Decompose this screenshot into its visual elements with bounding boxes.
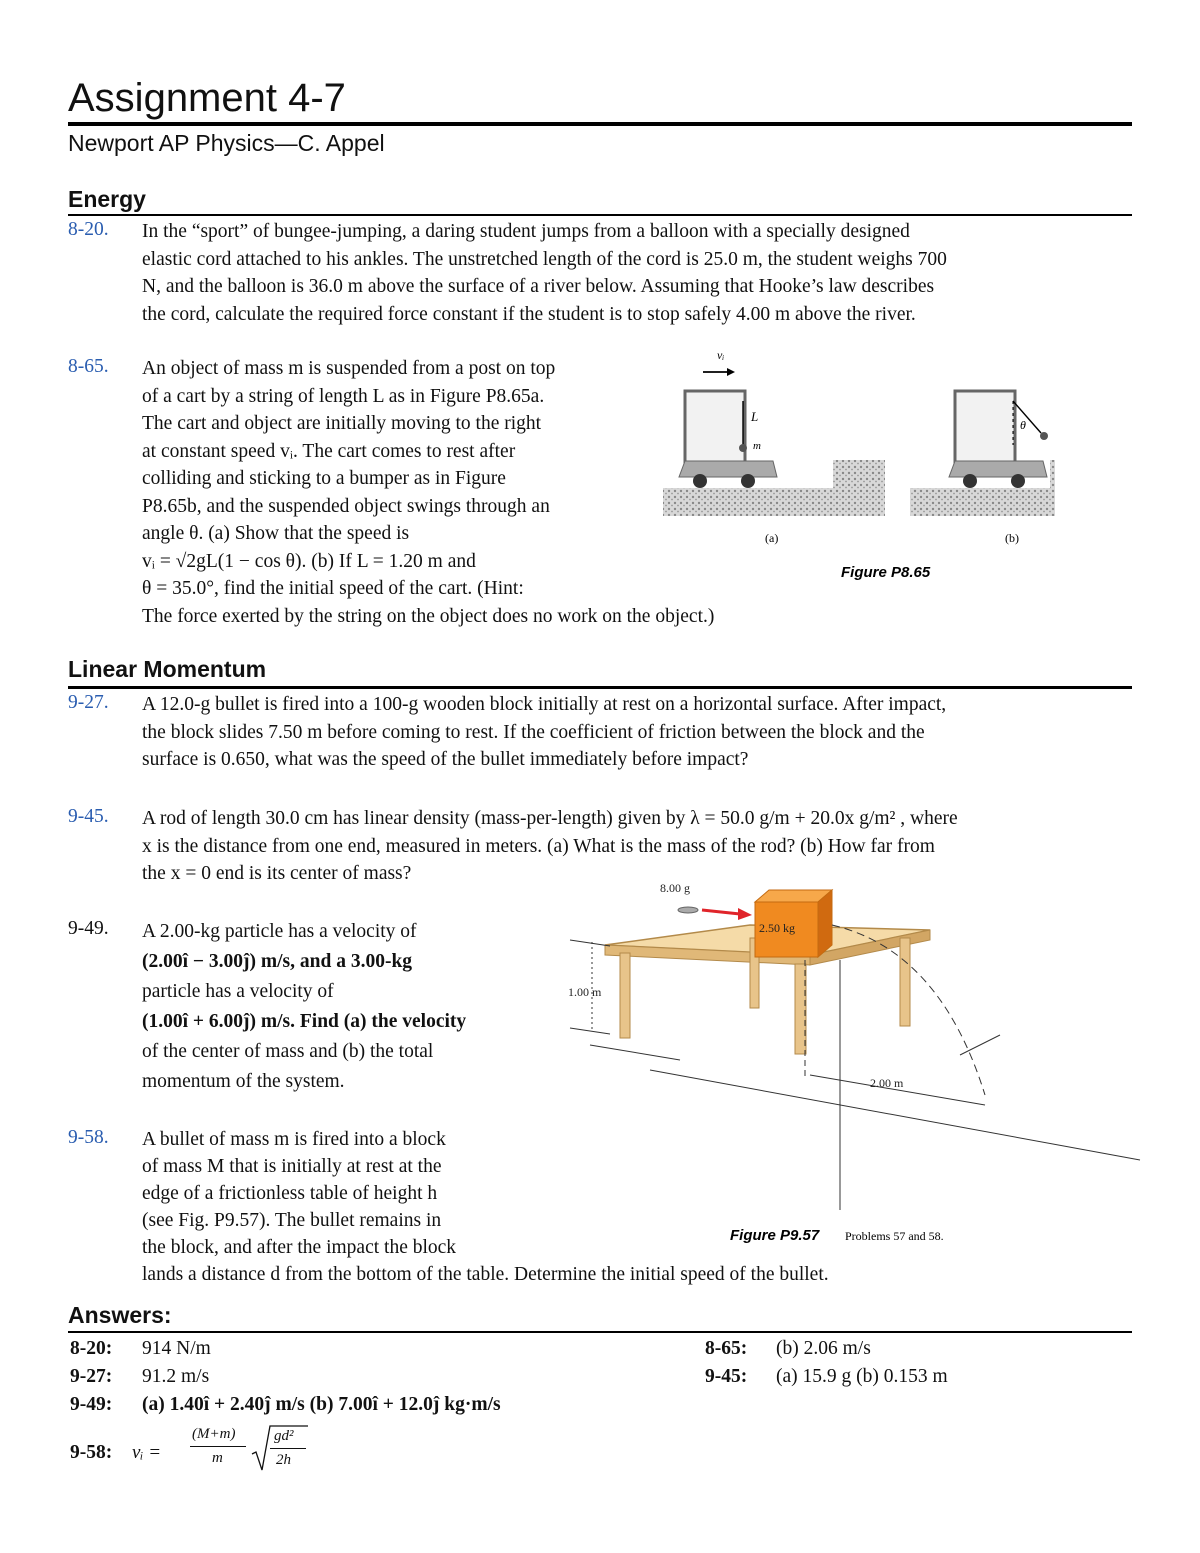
problem-number-8-20: 8-20. (68, 219, 109, 240)
answer-label-9-58: 9-58: (70, 1442, 113, 1463)
page-subtitle: Newport AP Physics—C. Appel (68, 130, 385, 156)
red-arrow-icon (738, 908, 752, 920)
answer-value-9-45: (a) 15.9 g (b) 0.153 m (776, 1366, 948, 1387)
page-title: Assignment 4-7 (68, 76, 346, 120)
figure-p9-57 (560, 880, 1160, 1250)
problem-9-27-text: A 12.0-g bullet is fired into a 100-g wooden block initially at rest on a horizontal surface. After impact, the block slides 7.50 m before coming to rest. If the coefficient of friction between the block and the surface is 0.650, what was the speed of the bullet immediately before impact? (142, 694, 947, 770)
label-L: L (751, 409, 759, 424)
label-a: (a) (765, 531, 779, 545)
answer-label-8-20: 8-20: (70, 1338, 113, 1359)
section-linear-momentum: Linear Momentum (68, 656, 267, 682)
figure-p8-65 (655, 345, 1055, 590)
problem-number-9-45: 9-45. (68, 806, 109, 827)
cart-a (679, 391, 777, 488)
problem-9-58-text: A bullet of mass m is fired into a block of mass M that is initially at rest at the edge of a frictionless table of height h (see Fig. P9.57). The bullet remains in the block, and after the impact the block lands a distance d from the bottom of the table. Determine the initial speed of the bullet. (142, 1129, 829, 1285)
answer-value-8-20: 914 N/m (142, 1338, 211, 1359)
label-height: 1.00 m (568, 985, 602, 999)
problem-9-45-text: A rod of length 30.0 cm has linear density (mass-per-length) given by λ = 50.0 g/m + 20.0x g/m² , where x is the distance from one end, measured in meters. (a) What is the mass of the rod? (b) How far from the x = 0 end is its center of mass? (142, 808, 958, 884)
section-energy: Energy (68, 186, 146, 212)
problem-number-8-65: 8-65. (68, 356, 109, 377)
label-block-mass: 2.50 kg (759, 921, 795, 935)
answer-label-8-65: 8-65: (705, 1338, 748, 1359)
bullet (678, 907, 698, 913)
problem-9-49-text: A 2.00-kg particle has a velocity of (2.00î − 3.00ĵ) m/s, and a 3.00-kg particle has a velocity of (1.00î + 6.00ĵ) m/s. Find (a) the velocity of the center of mass and (b) the total momentum of the system. (142, 921, 467, 1092)
answer-label-9-45: 9-45: (705, 1366, 748, 1387)
problem-number-9-49: 9-49. (68, 918, 109, 939)
label-vi: vᵢ (717, 348, 725, 362)
answer-label-9-27: 9-27: (70, 1366, 113, 1387)
answer-value-8-65: (b) 2.06 m/s (776, 1338, 871, 1359)
energy-rule (68, 214, 1132, 216)
problem-8-20-text: In the “sport” of bungee-jumping, a daring student jumps from a balloon with a specially designed elastic cord attached to his ankles. The unstretched length of the cord is 25.0 m, the student weighs 700 N, and the balloon is 36.0 m above the surface of a river below. Assuming that Hooke’s law describes the cord, calculate the required force constant if the student is to stop safely 4.00 m above the river. (142, 221, 947, 325)
problem-8-65-text: An object of mass m is suspended from a post on top of a cart by a string of length L as in Figure P8.65a. The cart and object are initially moving to the right at constant speed vᵢ. The cart comes to rest after colliding and sticking to a bumper as in Figure P8.65b, and the suspended object swings through an angle θ. (a) Show that the speed is vᵢ = √2gL(1 − cos θ). (b) If L = 1.20 m and θ = 35.0°, find the initial speed of the cart. (Hint: The force exerted by the string on the object does no work on the object.) (142, 358, 715, 627)
answer-value-9-27: 91.2 m/s (142, 1366, 210, 1387)
caption-p8-65: Figure P8.65 (841, 564, 931, 581)
label-b: (b) (1005, 531, 1019, 545)
table-leg (900, 938, 910, 1026)
table-leg (795, 964, 806, 1054)
caption-p9-57: Figure P9.57 (730, 1227, 820, 1244)
velocity-arrow-icon (727, 368, 735, 376)
title-rule (68, 122, 1132, 126)
table-leg (620, 953, 630, 1038)
answer-value-9-49: (a) 1.40î + 2.40ĵ m/s (b) 7.00î + 12.0ĵ kg·m/s (142, 1394, 501, 1415)
label-bullet-mass: 8.00 g (660, 881, 690, 895)
answer-label-9-49: 9-49: (70, 1394, 113, 1415)
problem-number-9-27: 9-27. (68, 692, 109, 713)
label-distance: 2.00 m (870, 1076, 904, 1090)
answers-rule (68, 1331, 1132, 1333)
momentum-rule (68, 686, 1132, 689)
label-theta: θ (1020, 418, 1026, 432)
cart-b (949, 391, 1048, 488)
section-answers: Answers: (68, 1302, 172, 1328)
caption-p9-57-sub: Problems 57 and 58. (845, 1229, 944, 1243)
label-m: m (753, 440, 761, 452)
problem-number-9-58: 9-58. (68, 1127, 109, 1148)
